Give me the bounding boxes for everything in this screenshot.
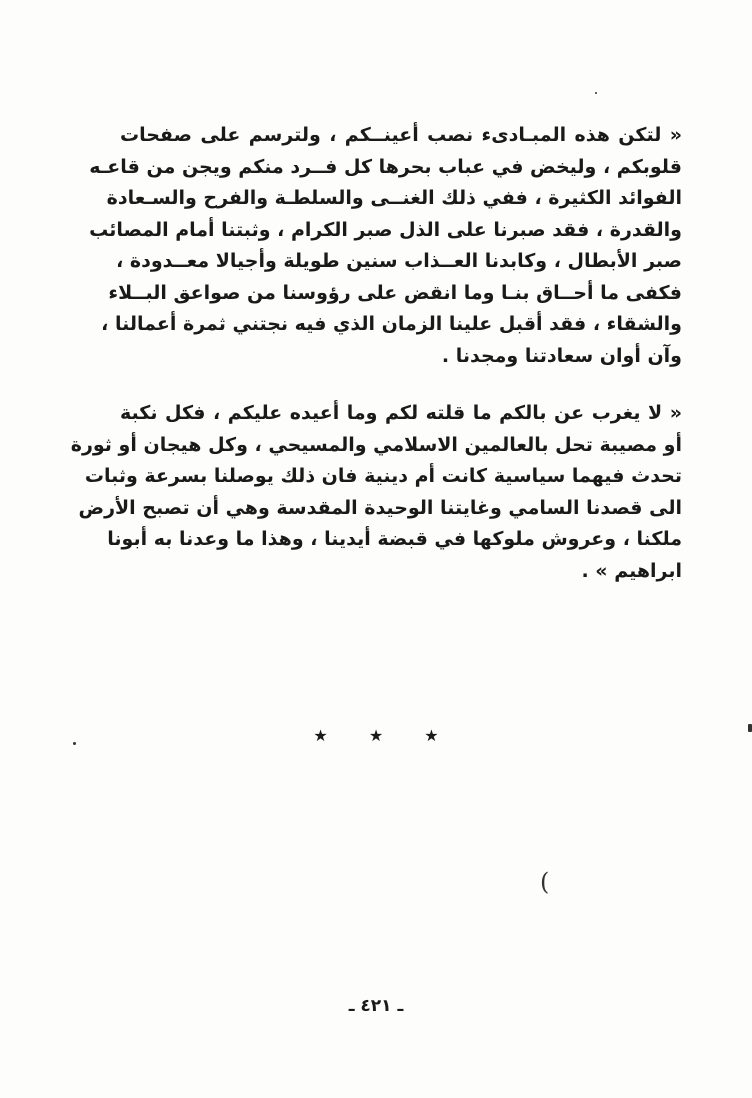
text-line: وآن أوان سعادتنا ومجدنا . — [441, 344, 682, 367]
page-number: ـ ٤٢١ ـ — [348, 996, 404, 1016]
text-line: قلوبكم ، وليخض في عباب بحرها كل فــرد منكم ويجن من قاعـه — [89, 155, 682, 178]
text-line: « لتكن هذه المبـادىء نصب أعينــكم ، ولترسم على صفحات — [120, 124, 682, 146]
paragraph-2 — [70, 398, 682, 587]
scan-speck — [73, 742, 76, 745]
text-line: الى قصدنا السامي وغايتنا الوحيدة المقدسة وهي أن تصبح الأرض — [78, 496, 682, 519]
section-separator: ★ ★ ★ — [313, 726, 457, 745]
text-line: أو مصيبة تحل بالعالمين الاسلامي والمسيحي ، وكل هيجان أو ثورة — [70, 433, 682, 456]
text-line: ملكنا ، وعروش ملوكها في قبضة أيدينا ، وهذا ما وعدنا به أبونا — [107, 528, 682, 550]
text-line: فكفى ما أحــاق بنـا وما انقض على رؤوسنا من صواعق البــلاء — [108, 281, 682, 304]
text-line: « لا يغرب عن بالكم ما قلته لكم وما أعيده عليكم ، فكل نكبة — [120, 402, 682, 424]
scan-speck — [748, 724, 752, 732]
text-line: والشقاء ، فقد أقبل علينا الزمان الذي فيه نجتني ثمرة أعمالنا ، — [101, 313, 682, 335]
text-line: تحدث فيهما سياسية كانت أم دينية فان ذلك يوصلنا بسرعة وثبات — [84, 465, 682, 487]
text-line: والقدرة ، فقد صبرنا على الذل صبر الكرام ، وثبتنا أمام المصائب — [89, 218, 682, 241]
scan-speck — [595, 92, 597, 94]
text-line: ابراهيم » . — [581, 559, 682, 582]
text-line: الفوائد الكثيرة ، ففي ذلك الغنــى والسلطـة والفرح والسـعادة — [106, 187, 682, 209]
paragraph-1 — [89, 120, 682, 372]
text-line: صبر الأبطال ، وكابدنا العــذاب سنين طويلة وأجيالا معــدودة ، — [116, 250, 682, 272]
scan-mark: ( — [540, 868, 550, 896]
